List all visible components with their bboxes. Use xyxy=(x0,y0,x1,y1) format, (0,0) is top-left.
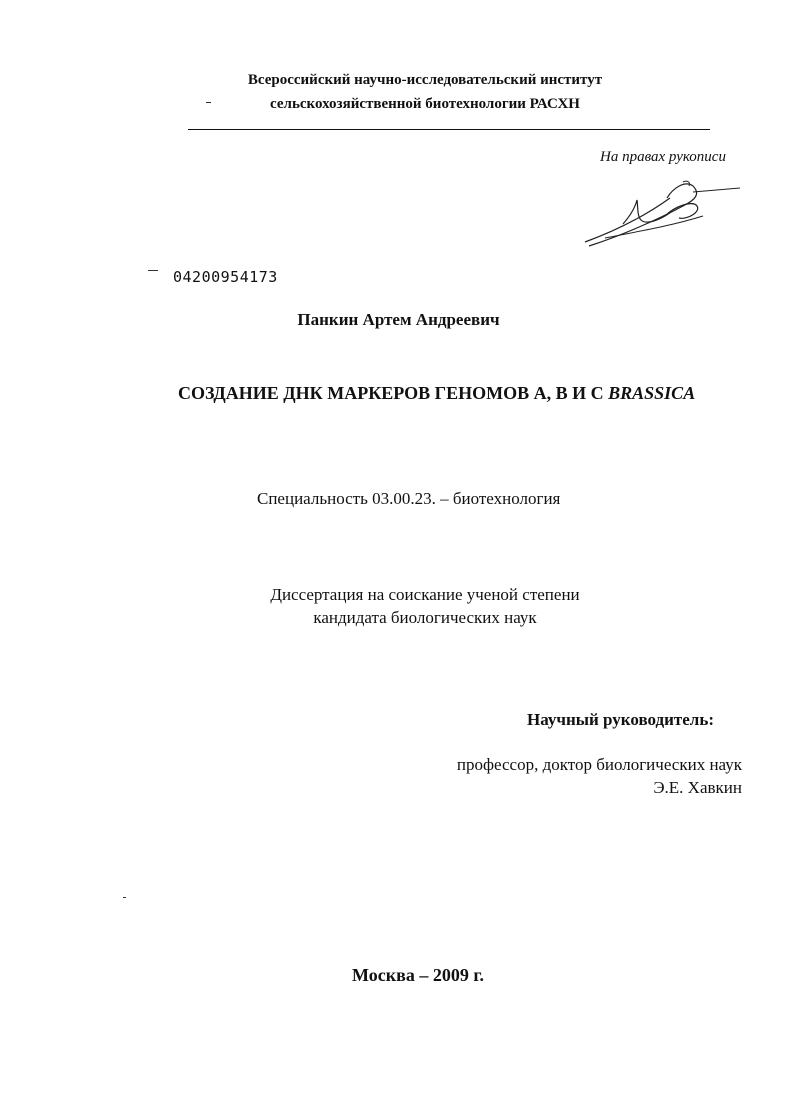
signature-image xyxy=(575,176,755,256)
degree-line-1: Диссертация на соискание ученой степени xyxy=(270,585,580,604)
advisor-heading: Научный руководитель: xyxy=(527,710,714,729)
institute-line-2: сельскохозяйственной биотехнологии РАСХН xyxy=(270,96,580,112)
scan-mark xyxy=(206,102,211,103)
title-main: СОЗДАНИЕ ДНК МАРКЕРОВ ГЕНОМОВ А, В И С xyxy=(178,383,604,403)
archive-number: 04200954173 xyxy=(173,268,278,286)
header-divider xyxy=(188,129,710,130)
advisor-position: профессор, доктор биологических наук xyxy=(456,755,742,774)
rights-note: На правах рукописи xyxy=(600,149,726,165)
institute-line-1: Всероссийский научно-исследовательский институт xyxy=(247,72,603,88)
author-name: Панкин Артем Андреевич xyxy=(297,310,500,329)
scan-mark xyxy=(123,897,126,898)
dissertation-title xyxy=(178,383,695,404)
institute-name xyxy=(205,68,645,116)
city-year: Москва – 2009 г. xyxy=(352,965,484,985)
title-genus: BRASSICA xyxy=(608,383,696,403)
degree-statement xyxy=(230,583,620,629)
advisor-details xyxy=(380,753,742,799)
scan-mark xyxy=(148,270,158,271)
degree-line-2: кандидата биологических наук xyxy=(313,608,537,627)
advisor-name: Э.Е. Хавкин xyxy=(653,778,742,797)
specialty: Специальность 03.00.23. – биотехнология xyxy=(257,489,561,508)
